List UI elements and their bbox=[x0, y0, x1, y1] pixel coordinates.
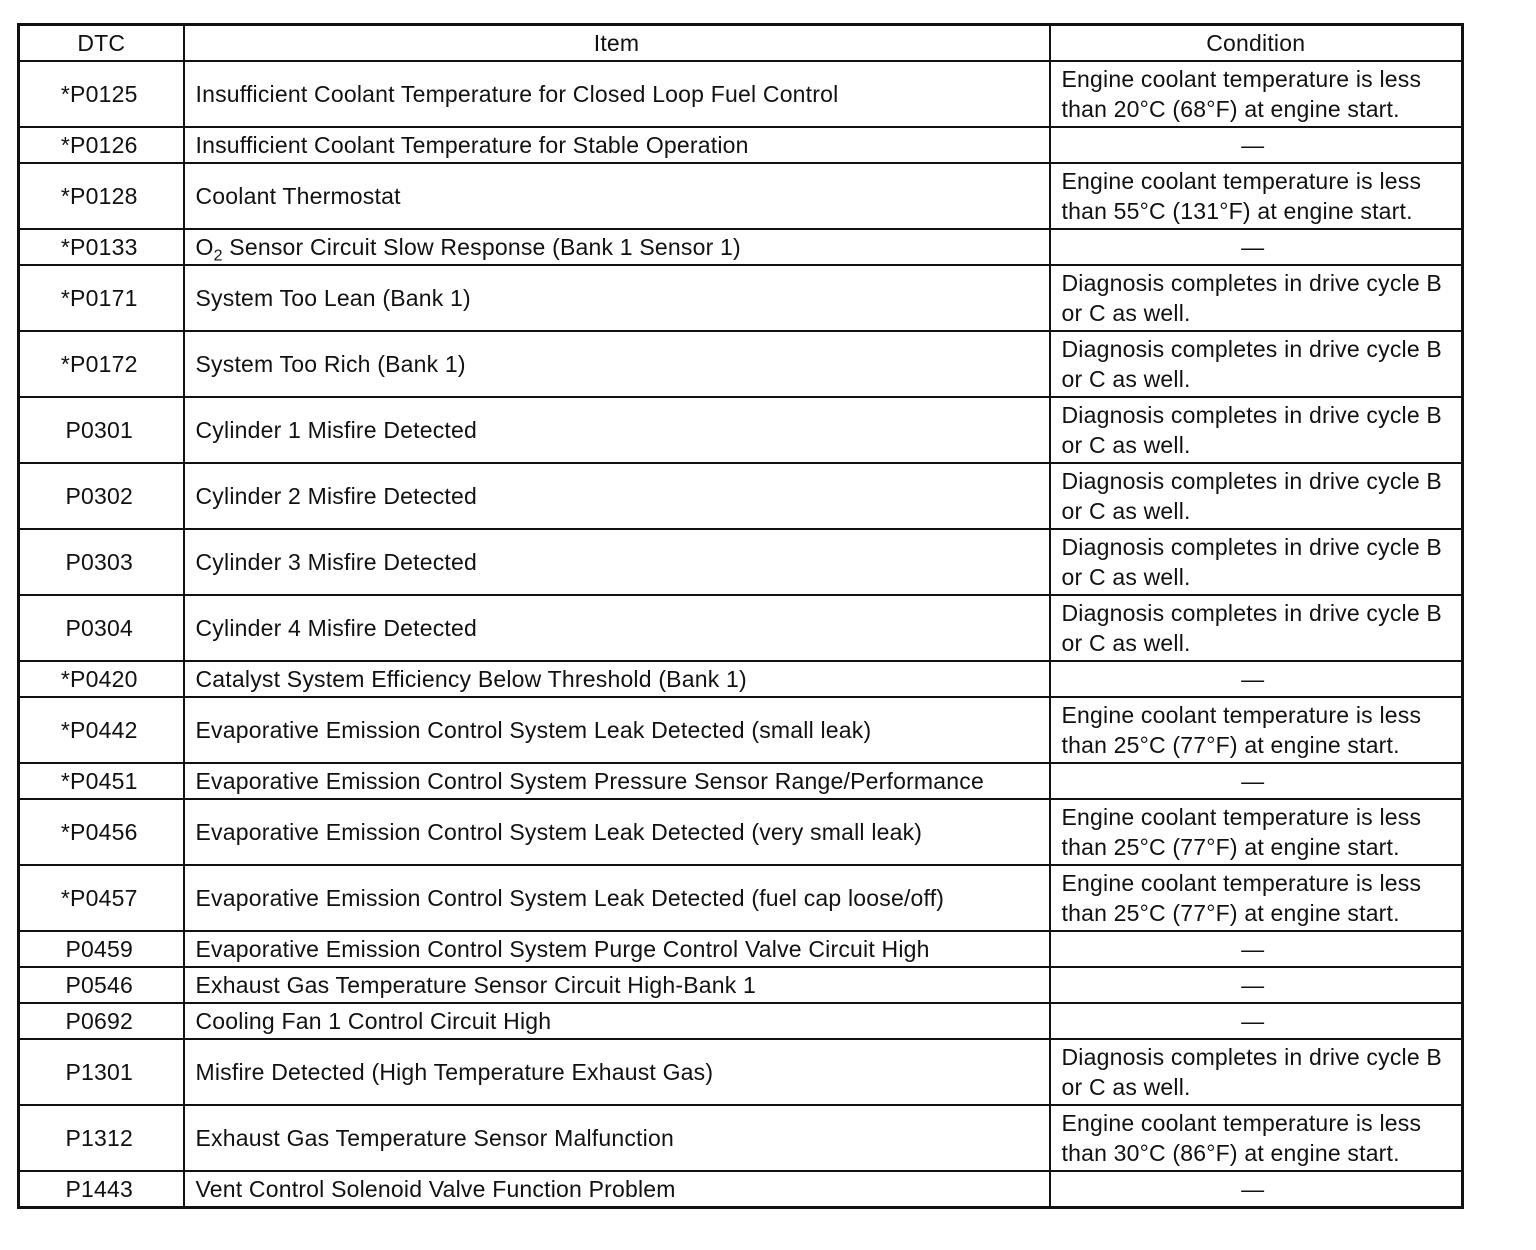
condition-dash: — bbox=[1050, 967, 1463, 1003]
table-row bbox=[19, 931, 1463, 967]
item-description: System Too Lean (Bank 1) bbox=[184, 265, 1050, 331]
condition-text: Diagnosis completes in drive cycle B or C as well. bbox=[1050, 1039, 1463, 1105]
item-suffix: Sensor Circuit Slow Response (Bank 1 Sensor 1) bbox=[222, 234, 741, 260]
table-row bbox=[19, 1105, 1463, 1171]
item-description: Cylinder 3 Misfire Detected bbox=[184, 529, 1050, 595]
dtc-code: P0303 bbox=[19, 529, 184, 595]
item-description: Misfire Detected (High Temperature Exhaust Gas) bbox=[184, 1039, 1050, 1105]
condition-dash: — bbox=[1050, 127, 1463, 163]
dtc-code: *P0128 bbox=[19, 163, 184, 229]
item-description: Evaporative Emission Control System Leak Detected (fuel cap loose/off) bbox=[184, 865, 1050, 931]
item-description: Evaporative Emission Control System Purge Control Valve Circuit High bbox=[184, 931, 1050, 967]
item-description: Exhaust Gas Temperature Sensor Circuit High-Bank 1 bbox=[184, 967, 1050, 1003]
dtc-code: P0304 bbox=[19, 595, 184, 661]
item-description: Exhaust Gas Temperature Sensor Malfunction bbox=[184, 1105, 1050, 1171]
table-row bbox=[19, 397, 1463, 463]
dtc-code: *P0171 bbox=[19, 265, 184, 331]
dtc-code: P1312 bbox=[19, 1105, 184, 1171]
dtc-code: P1443 bbox=[19, 1171, 184, 1208]
condition-text: Diagnosis completes in drive cycle B or C as well. bbox=[1050, 331, 1463, 397]
dtc-code: *P0172 bbox=[19, 331, 184, 397]
item-description: Insufficient Coolant Temperature for Closed Loop Fuel Control bbox=[184, 61, 1050, 127]
table-row bbox=[19, 763, 1463, 799]
table-row bbox=[19, 127, 1463, 163]
table-row bbox=[19, 265, 1463, 331]
dtc-code: *P0456 bbox=[19, 799, 184, 865]
condition-dash: — bbox=[1050, 931, 1463, 967]
dtc-code: *P0133 bbox=[19, 229, 184, 265]
condition-text: Engine coolant temperature is less than 20°C (68°F) at engine start. bbox=[1050, 61, 1463, 127]
condition-text: Diagnosis completes in drive cycle B or C as well. bbox=[1050, 397, 1463, 463]
condition-dash: — bbox=[1050, 1171, 1463, 1208]
table-row bbox=[19, 967, 1463, 1003]
condition-dash: — bbox=[1050, 229, 1463, 265]
condition-text: Engine coolant temperature is less than 55°C (131°F) at engine start. bbox=[1050, 163, 1463, 229]
condition-text: Diagnosis completes in drive cycle B or C as well. bbox=[1050, 595, 1463, 661]
dtc-code: P1301 bbox=[19, 1039, 184, 1105]
table-row bbox=[19, 661, 1463, 697]
dtc-code: *P0442 bbox=[19, 697, 184, 763]
item-description: Cylinder 4 Misfire Detected bbox=[184, 595, 1050, 661]
table-row bbox=[19, 463, 1463, 529]
item-description: Cylinder 1 Misfire Detected bbox=[184, 397, 1050, 463]
dtc-code: *P0457 bbox=[19, 865, 184, 931]
dtc-code: P0459 bbox=[19, 931, 184, 967]
header-item: Item bbox=[184, 25, 1050, 62]
dtc-code: P0692 bbox=[19, 1003, 184, 1039]
item-prefix: O bbox=[195, 234, 214, 260]
condition-dash: — bbox=[1050, 661, 1463, 697]
condition-dash: — bbox=[1050, 763, 1463, 799]
item-description: Catalyst System Efficiency Below Threshold (Bank 1) bbox=[184, 661, 1050, 697]
item-subscript: 2 bbox=[213, 247, 223, 265]
header-condition: Condition bbox=[1050, 25, 1463, 62]
dtc-table bbox=[17, 23, 1464, 1209]
table-row bbox=[19, 529, 1463, 595]
table-row bbox=[19, 697, 1463, 763]
condition-text: Engine coolant temperature is less than 25°C (77°F) at engine start. bbox=[1050, 865, 1463, 931]
condition-dash: — bbox=[1050, 1003, 1463, 1039]
dtc-code: *P0451 bbox=[19, 763, 184, 799]
condition-text: Diagnosis completes in drive cycle B or C as well. bbox=[1050, 265, 1463, 331]
dtc-code: *P0125 bbox=[19, 61, 184, 127]
condition-text: Diagnosis completes in drive cycle B or C as well. bbox=[1050, 529, 1463, 595]
header-row bbox=[19, 25, 1463, 62]
table-row bbox=[19, 1039, 1463, 1105]
item-description: Coolant Thermostat bbox=[184, 163, 1050, 229]
condition-text: Engine coolant temperature is less than 25°C (77°F) at engine start. bbox=[1050, 799, 1463, 865]
table-row bbox=[19, 1003, 1463, 1039]
table-row bbox=[19, 331, 1463, 397]
item-description: Evaporative Emission Control System Leak Detected (small leak) bbox=[184, 697, 1050, 763]
table-row bbox=[19, 865, 1463, 931]
header-dtc: DTC bbox=[19, 25, 184, 62]
dtc-code: *P0126 bbox=[19, 127, 184, 163]
dtc-code: P0546 bbox=[19, 967, 184, 1003]
dtc-code: P0302 bbox=[19, 463, 184, 529]
table-row bbox=[19, 799, 1463, 865]
item-description: Evaporative Emission Control System Leak Detected (very small leak) bbox=[184, 799, 1050, 865]
item-description: System Too Rich (Bank 1) bbox=[184, 331, 1050, 397]
item-description: Insufficient Coolant Temperature for Stable Operation bbox=[184, 127, 1050, 163]
dtc-code: *P0420 bbox=[19, 661, 184, 697]
table-row bbox=[19, 1171, 1463, 1208]
condition-text: Engine coolant temperature is less than 30°C (86°F) at engine start. bbox=[1050, 1105, 1463, 1171]
item-description: Cooling Fan 1 Control Circuit High bbox=[184, 1003, 1050, 1039]
table-row bbox=[19, 595, 1463, 661]
condition-text: Engine coolant temperature is less than 25°C (77°F) at engine start. bbox=[1050, 697, 1463, 763]
table-row bbox=[19, 61, 1463, 127]
item-description: Evaporative Emission Control System Pressure Sensor Range/Performance bbox=[184, 763, 1050, 799]
condition-text: Diagnosis completes in drive cycle B or C as well. bbox=[1050, 463, 1463, 529]
item-description bbox=[184, 229, 1050, 265]
table-row bbox=[19, 229, 1463, 265]
table-row bbox=[19, 163, 1463, 229]
item-description: Cylinder 2 Misfire Detected bbox=[184, 463, 1050, 529]
dtc-code: P0301 bbox=[19, 397, 184, 463]
item-description: Vent Control Solenoid Valve Function Problem bbox=[184, 1171, 1050, 1208]
